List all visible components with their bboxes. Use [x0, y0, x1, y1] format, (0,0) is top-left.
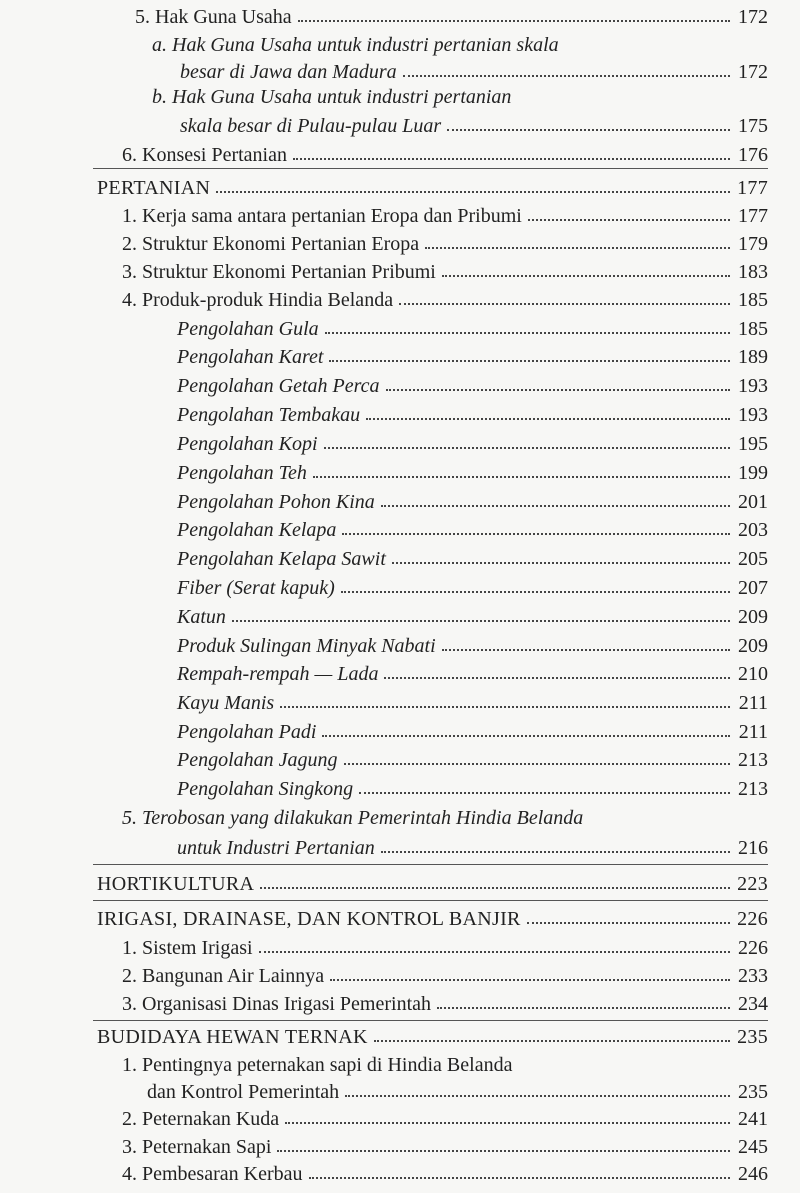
- toc-product-item[interactable]: [177, 431, 768, 455]
- toc-entry-title: 2. Peternakan Kuda: [122, 1108, 280, 1130]
- toc-page-number: 223: [737, 873, 768, 895]
- toc-page-number: 234: [738, 993, 768, 1015]
- toc-leader-dots: [216, 191, 730, 193]
- toc-leader-dots: [447, 129, 730, 131]
- toc-leader-dots: [232, 620, 730, 622]
- toc-entry-hak-guna-usaha[interactable]: [135, 4, 768, 28]
- toc-entry-title: PERTANIAN: [97, 177, 211, 199]
- section-divider: [93, 168, 768, 169]
- toc-entry-hgu-jawa-madura[interactable]: [180, 59, 768, 83]
- toc-product-item[interactable]: [177, 604, 768, 628]
- section-divider: [93, 900, 768, 901]
- toc-page-number: 185: [738, 318, 768, 340]
- toc-leader-dots: [324, 447, 730, 449]
- toc-leader-dots: [329, 360, 730, 362]
- toc-page-number: 201: [738, 491, 768, 513]
- toc-entry-title: HORTIKULTURA: [97, 873, 255, 895]
- toc-entry-title: BUDIDAYA HEWAN TERNAK: [97, 1026, 368, 1048]
- toc-entry-konsesi-pertanian[interactable]: [122, 142, 768, 166]
- toc-entry-title: untuk Industri Pertanian: [177, 837, 375, 859]
- toc-entry-terobosan[interactable]: [177, 835, 768, 859]
- toc-entry-title: 1. Sistem Irigasi: [122, 937, 253, 959]
- toc-entry-title: Pengolahan Tembakau: [177, 404, 361, 426]
- toc-leader-dots: [381, 505, 730, 507]
- toc-entry-title: besar di Jawa dan Madura: [180, 61, 397, 83]
- toc-product-item[interactable]: [177, 546, 768, 570]
- toc-page-number: 246: [738, 1163, 768, 1185]
- toc-leader-dots: [344, 763, 730, 765]
- toc-leader-dots: [384, 677, 730, 679]
- toc-product-item[interactable]: [177, 575, 768, 599]
- toc-section-hortikultura[interactable]: [97, 871, 768, 895]
- toc-page-number: 199: [738, 462, 768, 484]
- toc-product-item[interactable]: [177, 402, 768, 426]
- toc-product-item[interactable]: [177, 633, 768, 657]
- toc-page-number: 211: [738, 721, 768, 743]
- toc-entry-title: 3. Organisasi Dinas Irigasi Pemerintah: [122, 993, 432, 1015]
- toc-page-number: 193: [738, 375, 768, 397]
- toc-entry-title: 2. Bangunan Air Lainnya: [122, 965, 325, 987]
- toc-page-number: 213: [738, 778, 768, 800]
- toc-entry-title: Pengolahan Pohon Kina: [177, 491, 375, 513]
- toc-entry-title: 5. Hak Guna Usaha: [135, 6, 292, 28]
- toc-leader-dots: [260, 887, 730, 889]
- toc-leader-dots: [366, 418, 730, 420]
- toc-entry-kerja-sama[interactable]: [122, 203, 768, 227]
- toc-leader-dots: [309, 1177, 731, 1179]
- toc-entry-struktur-eropa[interactable]: [122, 231, 768, 255]
- toc-page-number: 210: [738, 663, 768, 685]
- toc-page-number: 245: [738, 1136, 768, 1158]
- toc-leader-dots: [528, 219, 730, 221]
- toc-entry-title: Pengolahan Getah Perca: [177, 375, 380, 397]
- toc-page-number: 176: [738, 144, 768, 166]
- toc-leader-dots: [386, 389, 730, 391]
- toc-entry-title: 1. Kerja sama antara pertanian Eropa dan Pribumi: [122, 205, 522, 227]
- toc-leader-dots: [442, 275, 730, 277]
- toc-leader-dots: [277, 1150, 730, 1152]
- toc-product-item[interactable]: [177, 719, 768, 743]
- toc-entry-title: Pengolahan Kopi: [177, 433, 318, 455]
- toc-page-number: 211: [738, 692, 768, 714]
- toc-entry-title: Pengolahan Teh: [177, 462, 307, 484]
- toc-page-number: 175: [738, 115, 768, 137]
- toc-entry-title: Produk Sulingan Minyak Nabati: [177, 635, 436, 657]
- toc-leader-dots: [285, 1122, 730, 1124]
- toc-leader-dots: [345, 1095, 730, 1097]
- toc-section-irigasi[interactable]: [97, 906, 768, 930]
- toc-entry-title: 6. Konsesi Pertanian: [122, 144, 287, 166]
- toc-entry-peternakan-sapi[interactable]: [122, 1134, 768, 1158]
- toc-page-number: 235: [737, 1026, 768, 1048]
- toc-page-number: 226: [737, 908, 768, 930]
- toc-page-number: 216: [738, 837, 768, 859]
- toc-leader-dots: [425, 247, 730, 249]
- toc-entry-title: Pengolahan Padi: [177, 721, 317, 743]
- toc-product-item[interactable]: [177, 690, 768, 714]
- toc-leader-dots: [359, 792, 730, 794]
- toc-leader-dots: [313, 476, 730, 478]
- toc-entry-title: Fiber (Serat kapuk): [177, 577, 335, 599]
- toc-entry-sistem-irigasi[interactable]: [122, 935, 768, 959]
- toc-section-pertanian[interactable]: [97, 175, 768, 199]
- toc-product-item[interactable]: [177, 316, 768, 340]
- toc-product-item[interactable]: [177, 776, 768, 800]
- toc-page-number: 195: [738, 433, 768, 455]
- toc-leader-dots: [527, 922, 730, 924]
- toc-entry-title: dan Kontrol Pemerintah: [147, 1081, 340, 1103]
- toc-leader-dots: [280, 706, 730, 708]
- toc-entry-title: Katun: [177, 606, 226, 628]
- toc-entry-title: 3. Struktur Ekonomi Pertanian Pribumi: [122, 261, 436, 283]
- toc-entry-title: Pengolahan Karet: [177, 346, 324, 368]
- toc-leader-dots: [399, 303, 730, 305]
- toc-entry-hgu-b-line1: b. Hak Guna Usaha untuk industri pertanian: [152, 86, 512, 108]
- toc-entry-title: skala besar di Pulau-pulau Luar: [180, 115, 442, 137]
- toc-leader-dots: [342, 533, 730, 535]
- section-divider: [93, 864, 768, 865]
- toc-entry-pembesaran-kerbau[interactable]: [122, 1161, 768, 1185]
- toc-entry-title: Pengolahan Gula: [177, 318, 319, 340]
- toc-leader-dots: [403, 75, 730, 77]
- toc-entry-title: Pengolahan Singkong: [177, 778, 354, 800]
- toc-leader-dots: [437, 1007, 730, 1009]
- toc-entry-title: 3. Peternakan Sapi: [122, 1136, 272, 1158]
- toc-page-number: 177: [737, 177, 768, 199]
- toc-page-number: 209: [738, 606, 768, 628]
- toc-entry-title: Kayu Manis: [177, 692, 275, 714]
- toc-entry-pentingnya-line1: 1. Pentingnya peternakan sapi di Hindia Belanda: [122, 1054, 513, 1076]
- toc-entry-title: Pengolahan Kelapa Sawit: [177, 548, 386, 570]
- toc-entry-hgu-pulau-luar[interactable]: [180, 113, 768, 137]
- toc-page-number: 207: [738, 577, 768, 599]
- toc-entry-organisasi-dinas[interactable]: [122, 991, 768, 1015]
- toc-leader-dots: [259, 951, 730, 953]
- toc-page-number: 183: [738, 261, 768, 283]
- toc-product-item[interactable]: [177, 460, 768, 484]
- section-divider: [93, 1020, 768, 1021]
- toc-entry-peternakan-kuda[interactable]: [122, 1106, 768, 1130]
- toc-page-number: 233: [738, 965, 768, 987]
- toc-leader-dots: [325, 332, 730, 334]
- toc-page-number: 193: [738, 404, 768, 426]
- toc-product-item[interactable]: [177, 747, 768, 771]
- toc-section-budidaya[interactable]: [97, 1024, 768, 1048]
- toc-page-number: 226: [738, 937, 768, 959]
- toc-entry-title: Rempah-rempah — Lada: [177, 663, 379, 685]
- toc-entry-title: Pengolahan Kelapa: [177, 519, 337, 541]
- toc-page-number: 203: [738, 519, 768, 541]
- toc-page-number: 205: [738, 548, 768, 570]
- toc-leader-dots: [298, 20, 730, 22]
- toc-entry-struktur-pribumi[interactable]: [122, 259, 768, 283]
- toc-product-item[interactable]: [177, 373, 768, 397]
- toc-page-number: 213: [738, 749, 768, 771]
- toc-product-item[interactable]: [177, 344, 768, 368]
- toc-page-number: 209: [738, 635, 768, 657]
- toc-entry-produk-produk[interactable]: [122, 287, 768, 311]
- toc-entry-title: IRIGASI, DRAINASE, DAN KONTROL BANJIR: [97, 908, 521, 930]
- toc-product-item[interactable]: [177, 517, 768, 541]
- toc-page-number: 177: [738, 205, 768, 227]
- toc-entry-title: 2. Struktur Ekonomi Pertanian Eropa: [122, 233, 420, 255]
- toc-product-item[interactable]: [177, 489, 768, 513]
- toc-page-number: 172: [738, 61, 768, 83]
- toc-leader-dots: [381, 851, 730, 853]
- toc-page-number: 241: [738, 1108, 768, 1130]
- toc-entry-terobosan-line1: 5. Terobosan yang dilakukan Pemerintah Hindia Belanda: [122, 807, 584, 829]
- toc-page-number: 179: [738, 233, 768, 255]
- toc-leader-dots: [392, 562, 730, 564]
- toc-leader-dots: [442, 649, 730, 651]
- toc-page-number: 235: [738, 1081, 768, 1103]
- toc-page-number: 185: [738, 289, 768, 311]
- toc-leader-dots: [341, 591, 730, 593]
- toc-page-number: 172: [738, 6, 768, 28]
- toc-product-item[interactable]: [177, 661, 768, 685]
- toc-entry-title: 4. Produk-produk Hindia Belanda: [122, 289, 394, 311]
- toc-entry-hgu-a-line1: a. Hak Guna Usaha untuk industri pertanian skala: [152, 34, 559, 56]
- toc-leader-dots: [322, 735, 730, 737]
- toc-entry-title: 4. Pembesaran Kerbau: [122, 1163, 303, 1185]
- toc-entry-bangunan-air[interactable]: [122, 963, 768, 987]
- toc-page-number: 189: [738, 346, 768, 368]
- toc-leader-dots: [293, 158, 730, 160]
- toc-entry-pentingnya[interactable]: [147, 1079, 768, 1103]
- toc-leader-dots: [374, 1040, 730, 1042]
- toc-leader-dots: [330, 979, 730, 981]
- toc-entry-title: Pengolahan Jagung: [177, 749, 338, 771]
